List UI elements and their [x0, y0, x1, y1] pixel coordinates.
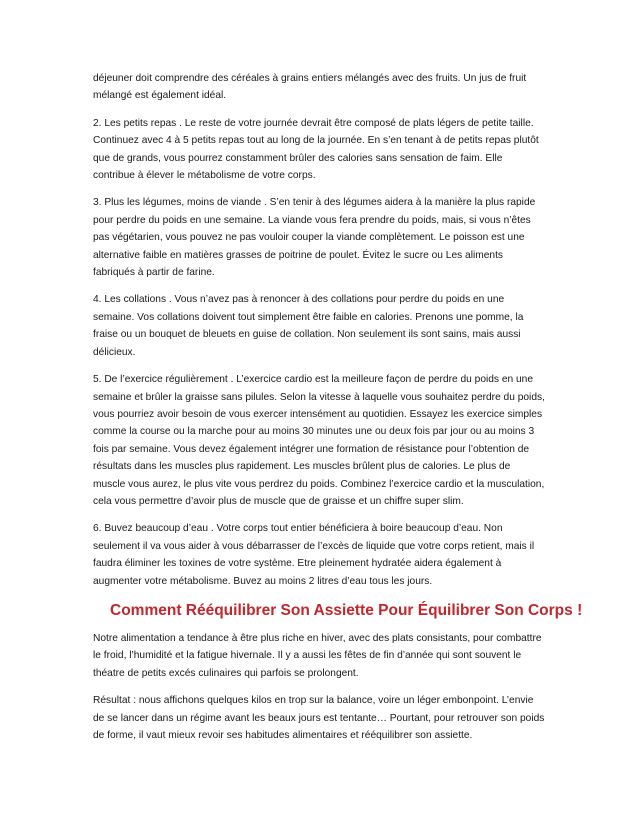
paragraph-result: Résultat : nous affichons quelques kilos en trop sur la balance, voire un léger embonpoint. L’envie de se lancer dans un régime avant les beaux jours est tentante… Pourtant, pour retrouver son poids de forme, il vaut mieux revoir ses habitudes alimentaires et rééquilibrer son assiette. [93, 695, 545, 741]
paragraph-water: 6. Buvez beaucoup d’eau . Votre corps tout entier bénéficiera à boire beaucoup d’eau. Non seulement il va vous aider à vous débarrasser de l’excès de liquide que votre corps retient, mais il faudra éliminer les toxines de votre système. Etre pleinement hydratée aidera également à augmenter votre métabolisme. Buvez au moins 2 litres d’eau tous les jours. [93, 523, 535, 587]
section-heading: Comment Rééquilibrer Son Assiette Pour Équilibrer Son Corps ! [110, 601, 583, 619]
document-page [93, 70, 583, 754]
paragraph-exercise: 5. De l’exercice régulièrement . L’exercice cardio est la meilleure façon de perdre du poids en une semaine et brûler la graisse sans pilules. Selon la vitesse à laquelle vous souhaitez perdre du poids, vous pourriez avoir besoin de vous exercer intensément au quotidien. Essayez les exercice simples comme la course ou la marche pour au moins 30 minutes une ou deux fois par jour ou au moins 3 fois par semaine. Vous devez également intégrer une formation de résistance pour l’obtention de résultats dans les muscles plus rapidement. Les muscles brûlent plus de calories. Le plus de muscle vous aurez, le plus vite vous perdrez du poids. Combinez l’exercice cardio et la musculation, cela vous permettre d’avoir plus de muscle que de graisse et un chiffre super slim. [93, 374, 545, 507]
paragraph-winter-diet: Notre alimentation a tendance à être plus riche en hiver, avec des plats consistants, pour combattre le froid, l’humidité et la fatigue hivernale. Il y a aussi les fêtes de fin d’année qui sont souvent le théatre de petits excés culinaires qui parfois se prolongent. [93, 632, 542, 679]
paragraph-snacks: 4. Les collations . Vous n’avez pas à renoncer à des collations pour perdre du poids en une semaine. Vos collations doivent tout simplement être faible en calories. Prenons une pomme, la fraise ou un bouquet de bleuets en guise de collation. Non seulement ils sont sains, mais aussi délicieux. [93, 294, 524, 358]
paragraph-vegetables: 3. Plus les légumes, moins de viande . S’en tenir à des légumes aidera à la manière la plus rapide pour perdre du poids en une semaine. La viande vous fera prendre du poids, mais, si vous n’êtes pas végétarien, vous pouvez ne pas vouloir couper la viande complètement. Le poisson est une alternative faible en matières grasses de poitrine de poulet. Évitez le sucre ou Les aliments fabriqués à partir de farine. [93, 197, 536, 279]
paragraph-breakfast-end: déjeuner doit comprendre des céréales à grains entiers mélangés avec des fruits. Un jus de fruit mélangé est également idéal. [93, 73, 527, 102]
paragraph-small-meals: 2. Les petits repas . Le reste de votre journée devrait être composé de plats légers de petite taille. Continuez avec 4 à 5 petits repas tout au long de la journée. En s’en tenant à de petits repas plutôt que de grands, vous pourrez constamment brûler des calories sans sensation de faim. Elle contribue à élever le métabolisme de votre corps. [93, 117, 539, 182]
